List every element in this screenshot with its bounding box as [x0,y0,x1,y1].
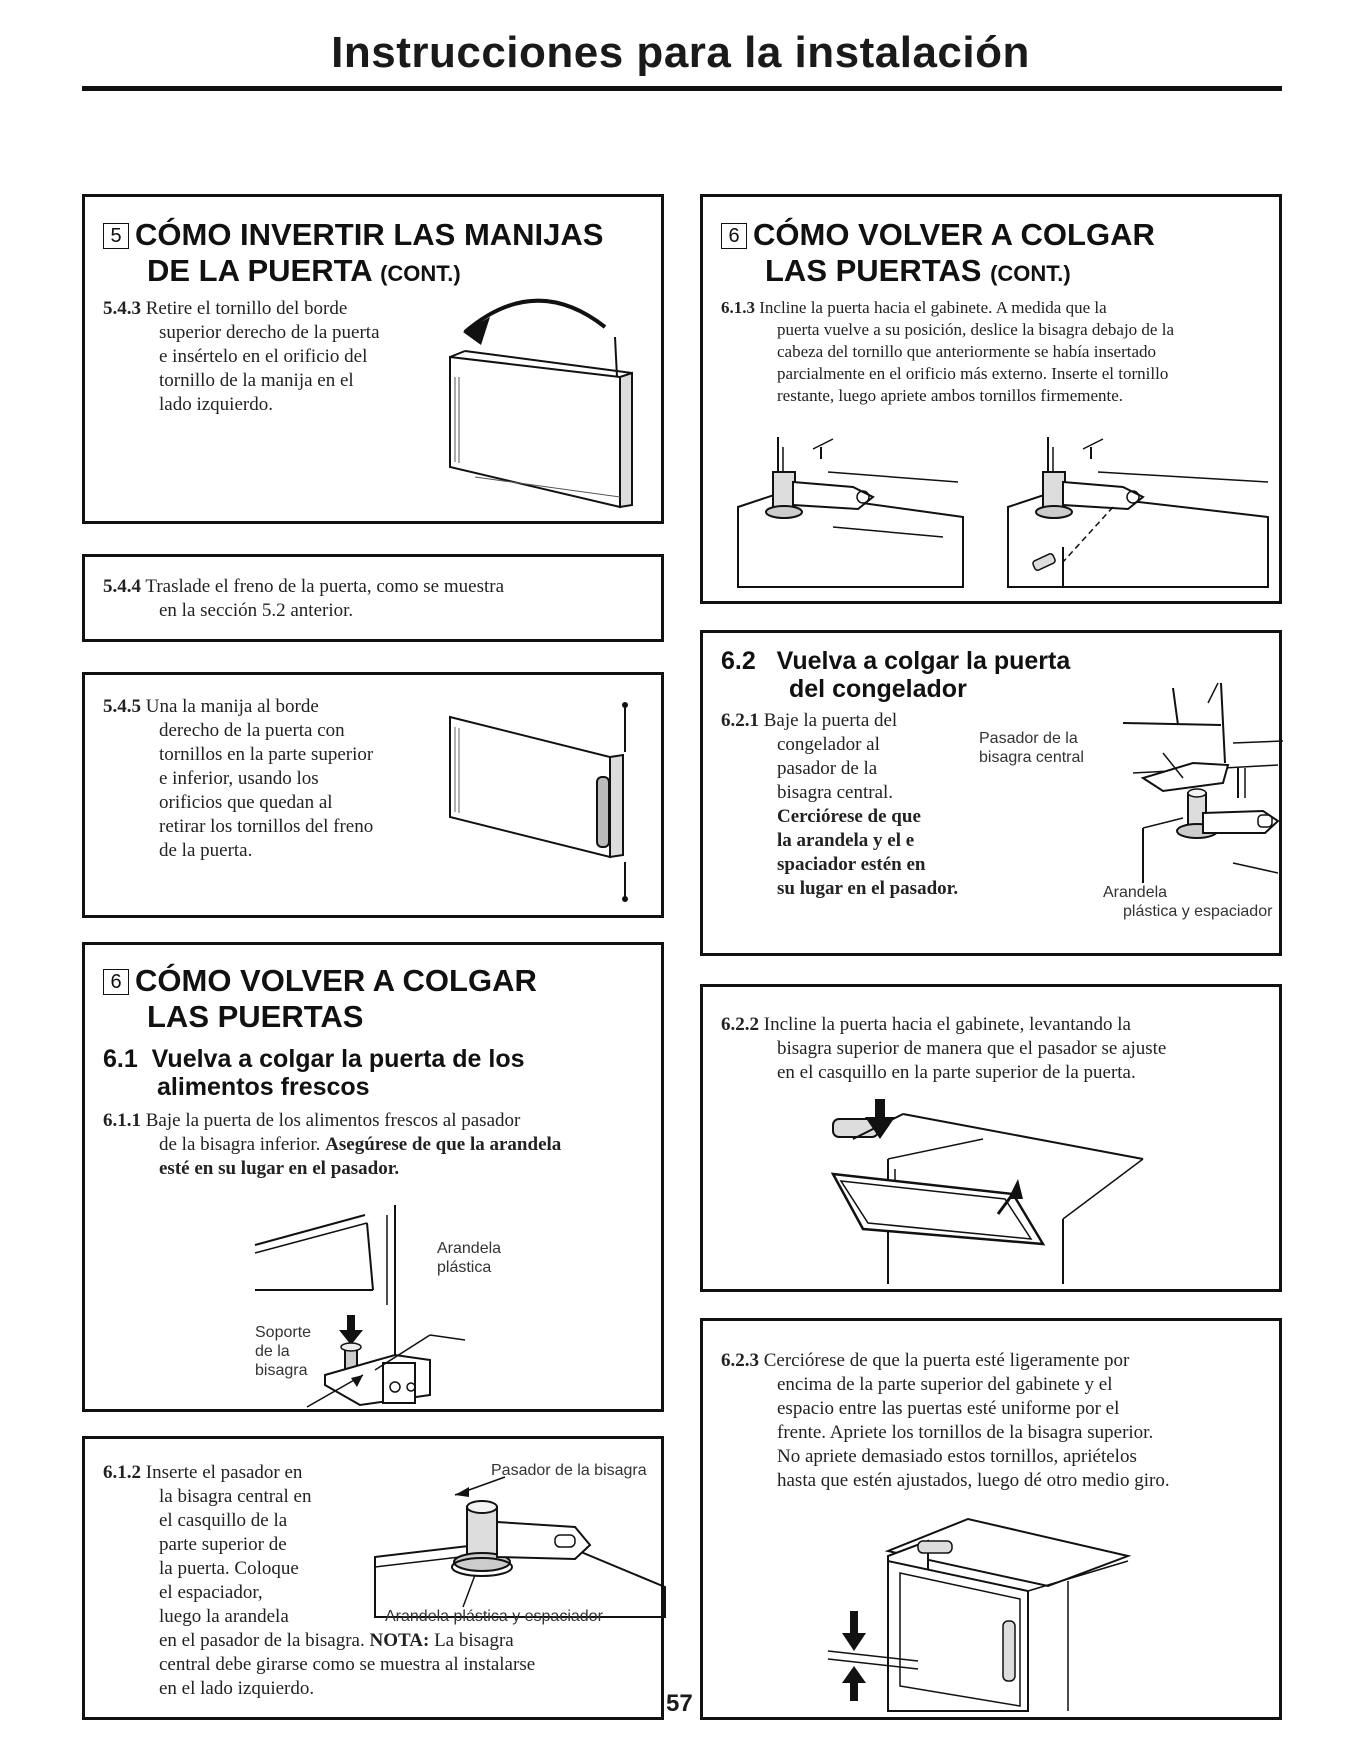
step-6-1-2: 6.1.2 Inserte el pasador en la bisagra central en el casquillo de la parte superior de la puerta. Coloque el espaciador, luego la arandela en el pasador de la bisagra. NOTA: La bisagra central debe girarse como se muestra al instalarse en el lado izquierdo. [103,1462,536,1699]
section-6-1-heading: 6.1 Vuelva a colgar la puerta de los alimentos frescos [103,1045,525,1101]
step-6-2-3: 6.2.3 Cerciórese de que la puerta esté ligeramente por encima de la parte superior del gabinete y el espacio entre las puertas esté uniforme por el frente. Apriete los tornillos de la bisagra superior. No apriete demasiado estos tornillos, apriételos hasta que estén ajustados, luego dé otro medio giro. [721,1350,1170,1491]
label-arandela-plastica-espaciador: Arandela plástica y espaciador [1103,884,1273,920]
label-pasador-bisagra: Pasador de la bisagra [491,1462,647,1479]
step-6-1-2-box [82,1436,664,1720]
step-6-2-2-box [700,984,1282,1292]
section-6-2-heading: 6.2 Vuelva a colgar la puerta del congelador [721,647,1071,703]
page-number: 57 [666,1690,693,1717]
section-6-2-box [700,630,1282,956]
label-soporte-bisagra: Soporte de la bisagra [255,1324,312,1379]
page-title: Instrucciones para la instalación [331,28,1030,77]
label-arandela-plastica: Arandela plástica [437,1240,502,1276]
section-5-heading: 5 CÓMO INVERTIR LAS MANIJAS DE LA PUERTA (CONT.) [103,217,603,292]
door-alignment-illustration [828,1511,1148,1711]
section-6-box [82,942,664,1412]
step-5-4-5-box [82,672,664,918]
freezer-hinge-illustration [1053,683,1283,883]
section-5-number: 5 [103,223,129,249]
tilt-door-illustration [833,1099,1163,1284]
title-rule [82,86,1282,91]
label-arandela-espaciador: Arandela plástica y espaciador [385,1608,603,1625]
step-5-4-3: 5.4.3 Retire el tornillo del borde superior derecho de la puerta e insértelo en el orificio del tornillo de la manija en el lado izquierdo. [103,298,380,415]
handle-mount-illustration [445,697,655,907]
step-5-4-4-box [82,554,664,642]
section-6-cont-box [700,194,1282,604]
section-6-cont-number: 6 [721,223,747,249]
step-6-2-1: 6.2.1 Baje la puerta del congelador al pasador de la bisagra central. Cerciórese de que la arandela y el e spaciador estén en su lugar en el pasador. [721,710,959,899]
section-6-heading: 6 CÓMO VOLVER A COLGAR LAS PUERTAS [103,963,537,1035]
label-pasador-bisagra-central: Pasador de la bisagra central [979,730,1084,766]
step-5-4-5: 5.4.5 Una la manija al borde derecho de la puerta con tornillos en la parte superior e inferior, usando los orificios que quedan al retirar los tornillos del freno de la puerta. [103,696,374,861]
step-6-1-3: 6.1.3 Incline la puerta hacia el gabinete. A medida que la puerta vuelve a su posición, deslice la bisagra debajo de la cabeza del tornillo que anteriormente se había insertado parcialmente en el orificio más externo. Inserte el tornillo restante, luego apriete ambos tornillos firmemente. [721,298,1174,405]
center-hinge-pin-illustration [375,1467,665,1617]
step-6-2-3-box [700,1318,1282,1720]
hinge-screw-left-illustration [733,437,963,587]
section-5-box [82,194,664,524]
step-6-2-2: 6.2.2 Incline la puerta hacia el gabinete, levantando la bisagra superior de manera que el pasador se ajuste en el casquillo en la parte superior de la puerta. [721,1014,1167,1083]
handle-screw-illustration [445,277,655,507]
step-5-4-4: 5.4.4 Traslade el freno de la puerta, como se muestra en la sección 5.2 anterior. [103,576,505,621]
step-6-1-1: 6.1.1 Baje la puerta de los alimentos frescos al pasador de la bisagra inferior. Asegúrese de que la arandela esté en su lugar en el pasador. [103,1110,562,1179]
section-6-cont-heading: 6 CÓMO VOLVER A COLGAR LAS PUERTAS (CONT.) [721,217,1155,292]
hinge-screw-right-illustration [1003,437,1273,587]
section-6-number: 6 [103,969,129,995]
